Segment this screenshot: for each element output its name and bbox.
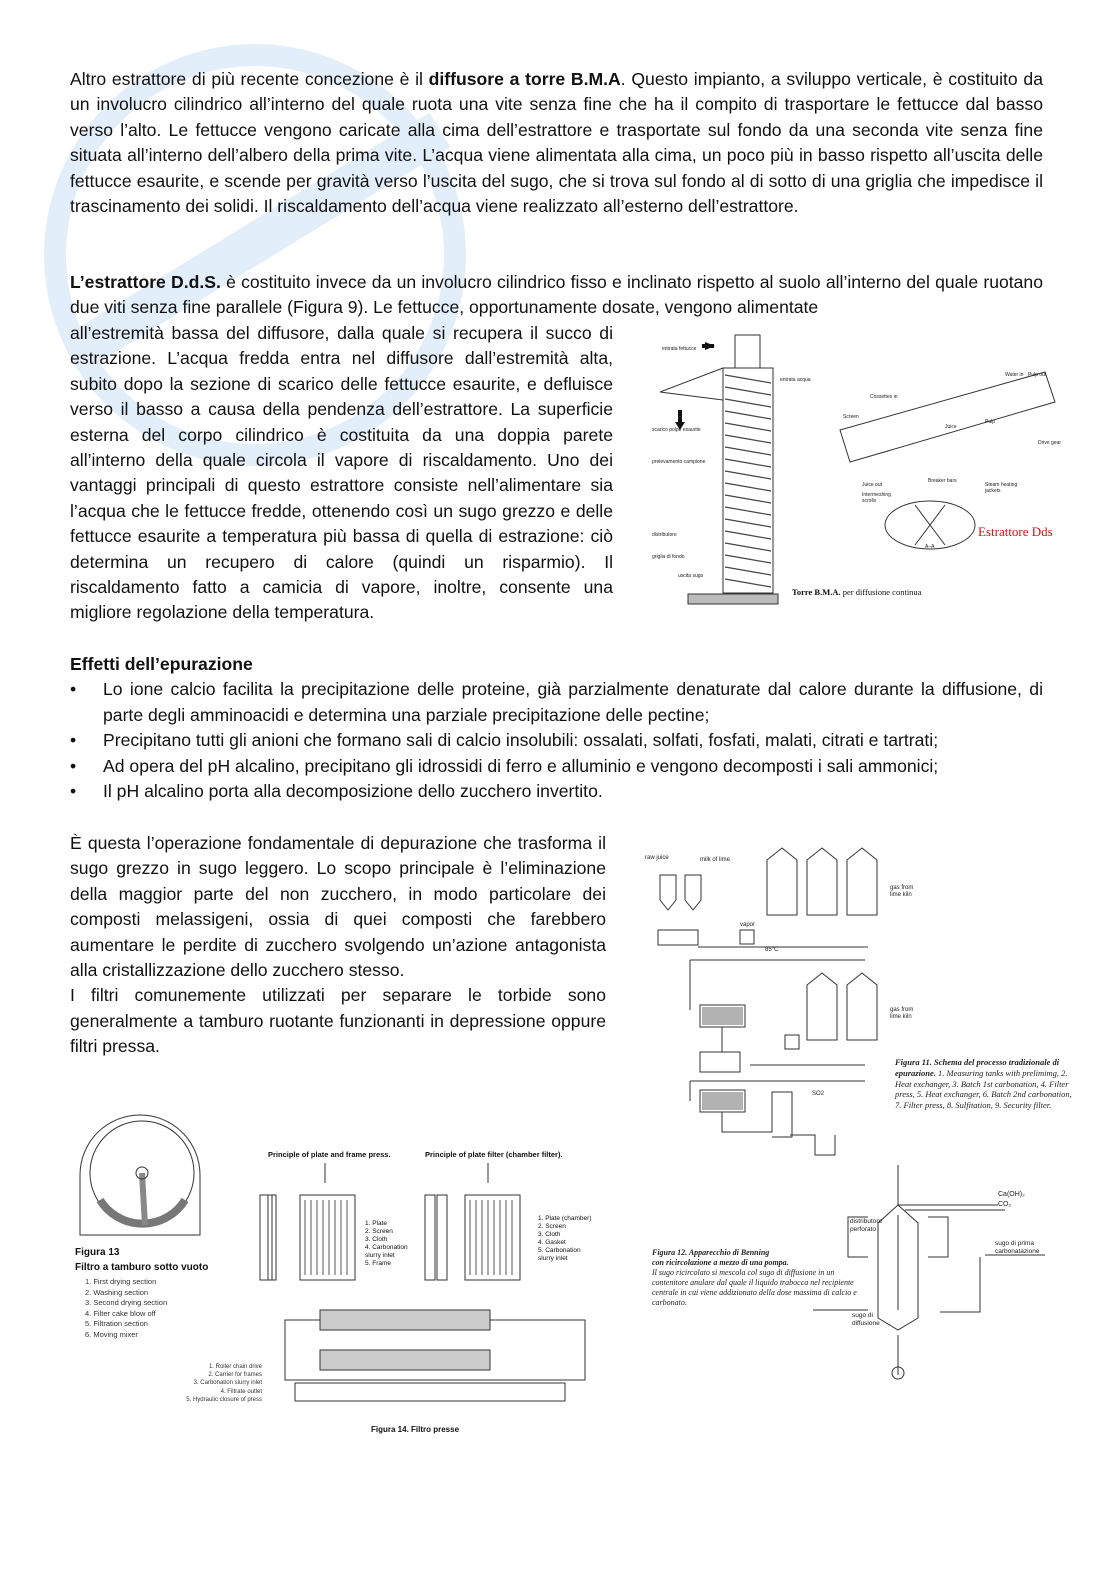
legend-plate-frame: 1. Plate 2. Screen 3. Cloth 4. Carbonation slurry inlet 5. Frame [365, 1220, 408, 1267]
label-prelevamento: prelevamento campione [652, 459, 706, 465]
label-drive-gear: Drive gear [1038, 440, 1062, 446]
figure-14-filter-press [165, 1145, 605, 1445]
label-gas-2: gas from lime kiln [890, 1007, 914, 1020]
label-distributore: distributore perforato [850, 1218, 883, 1233]
effects-list [70, 677, 1043, 804]
figure-13-title: Figura 13 [75, 1247, 120, 1258]
label-uscita-sugo: uscita sugo [678, 573, 704, 579]
list-item: • Ad opera del pH alcalino, precipitano gli idrossidi di ferro e alluminio e vengono decomposti i sali ammonici; [70, 754, 1043, 779]
label-screen: Screen [843, 414, 859, 420]
figure-12-caption: Figura 12. Apparecchio di Benning con ricircolazione a mezzo di una pompa. Il sugo ricircolato si mescola col sugo di diffusione in un contenitore anulare dal quale il liquido trabocca nel recipiente centrale in cui viene addizionato della dose massima di calcio e carbonato. [652, 1248, 857, 1307]
label-breaker-bars: Breaker bars [928, 478, 957, 484]
label-milk-of-lime: milk of lime [700, 857, 731, 863]
legend-chamber-filter: 1. Plate (chamber) 2. Screen 3. Cloth 4. Gasket 5. Carbonation slurry inlet [538, 1215, 592, 1262]
effects-heading: Effetti dell’epurazione [70, 654, 253, 674]
label-entrata-fettucce: entrata fettucce [662, 346, 697, 352]
figure-bma-dds [640, 330, 1080, 610]
label-juice: Juice [945, 424, 957, 430]
label-steam-jackets: Steam heating jackets [985, 482, 1018, 494]
paragraph-dds-column: all’estremità bassa del diffusore, dalla quale si recupera il succo di estrazione. L’acqua fredda entra nel diffusore dall’estremità alta, subito dopo la sezione di scarico delle fettucce esaurite, e defluisce verso il basso a causa della pendenza dell’estrattore. La superficie esterna del corpo cilindrico è costituita da una doppia parete all’interno della quale circola il vapore di riscaldamento. Uno dei vantaggi principali di questo estrattore consiste nell’alimentare sia l’acqua che le fettucce fredde, ottenendo così un sugo grezzo e delle fettucce esaurite a temperatura più bassa di quella di estrazione: ciò determina un recupero di calore (quindi un risparmio). Il riscaldamento fatto a camicia di vapore, inoltre, consente una migliore regolazione della temperatura. [70, 323, 613, 623]
process-schematic [640, 835, 1080, 1165]
label-water-in: Water in [1005, 372, 1024, 378]
list-item: • Precipitano tutti gli anioni che formano sali di calcio insolubili: ossalati, solfati, fosfati, malati, citrati e tartrati; [70, 728, 1043, 753]
effects-section [70, 652, 1043, 804]
list-item: • Lo ione calcio facilita la precipitazione delle proteine, già parzialmente denaturate dal calore durante la diffusione, di parte degli amminoacidi e determina una parziale precipitazione delle pectine; [70, 677, 1043, 728]
label-griglia: griglia di fondo [652, 554, 685, 560]
figure-11-caption: Figura 11. Schema del processo tradizionale di epurazione. 1. Measuring tanks with prelimimg, 2. Heat exchanger, 3. Batch 1st carbonation, 4. Filter press, 5. Heat exchanger, 6. Batch 2nd carbonation, 7. Filter press, 8. Sulfitation, 9. Security filter. [895, 1057, 1072, 1111]
label-co2: CO₂ [998, 1201, 1012, 1208]
label-sugo-diffusione: sugo di diffusione [852, 1312, 880, 1327]
figure-11-process-diagram [640, 835, 1080, 1165]
title-chamber-filter: Principle of plate filter (chamber filter). [425, 1150, 563, 1159]
legend-press: 1. Roller chain drive 2. Carrier for frames 3. Carbonation slurry inlet 4. Filtrate outlet 5. Hydraulic closure of press [186, 1364, 262, 1403]
label-85c: 85°C [765, 947, 779, 953]
figure-13-subtitle: Filtro a tamburo sotto vuoto [75, 1262, 209, 1273]
label-sugo-prima: sugo di prima carbonatazione [995, 1240, 1040, 1255]
paragraph-dds-top: L’estrattore D.d.S. è costituito invece da un involucro cilindrico fisso e inclinato rispetto al suolo all’interno del quale ruotano due viti senza fine parallele (Figura 9). Le fettucce, opportunamente dosate, vengono alimentate [70, 272, 1044, 318]
label-cossettes-in: Cossettes in [870, 394, 898, 400]
label-pulp-out: Pulp out [1028, 372, 1047, 378]
paragraph-depurazione: È questa l’operazione fondamentale di depurazione che trasforma il sugo grezzo in sugo leggero. Lo scopo principale è l’eliminazione della maggior parte del non zucchero, in modo particolare dei composti melassigeni, ossia di quei composti che farebbero aumentare le perdite di zucchero svolgendo un’azione antagonista alla cristallizzazione dello zucchero stesso. I filtri comunemente utilizzati per separare le torbide sono generalmente a tamburo ruotante funzionanti in depressione oppure filtri pressa. [70, 833, 606, 1057]
label-scrolls: Intermeshing scrolls [862, 492, 891, 504]
figure-13-legend: 1. First drying section 2. Washing section 3. Second drying section 4. Filter cake blow off 5. Filtration section 6. Moving mixer [85, 1277, 168, 1339]
figure-12-benning [640, 1160, 1080, 1380]
label-entrata-acqua: entrata acqua [780, 377, 811, 383]
label-distributore: distributore [652, 532, 677, 538]
label-scarico: scarico polpe esaurite [652, 427, 701, 433]
label-vapor: vapor [740, 922, 756, 928]
list-item: • Il pH alcalino porta alla decomposizione dello zucchero invertito. [70, 779, 1043, 804]
title-plate-frame: Principle of plate and frame press. [268, 1150, 391, 1159]
paragraph-bma: Altro estrattore di più recente concezione è il diffusore a torre B.M.A. Questo impianto, a sviluppo verticale, è costituito da un involucro cilindrico all’interno del quale ruota una vite senza fine che ha il compito di trasportare le fettucce dal basso verso l’alto. Le fettucce vengono caricate alla cima dell’estrattore e trasportate sul fondo da una seconda vite senza fine situata all’interno dell’albero della prima vite. L’acqua viene alimentata alla cima, un poco più in basso rispetto all’uscita delle fettucce esaurite, e scende per gravità verso l’uscita del sugo, che si trova sul fondo al di sotto di una griglia che impedisce il trascinamento dei solidi. Il riscaldamento dell’acqua viene realizzato all’esterno dell’estrattore. [70, 69, 1043, 217]
figure-14-caption: Figura 14. Filtro presse [371, 1425, 460, 1434]
label-caoh2: Ca(OH)₂ [998, 1191, 1025, 1198]
label-raw-juice: raw juice [645, 855, 669, 861]
label-section-aa: A–A [925, 544, 935, 550]
label-so2: SO2 [812, 1091, 825, 1097]
label-gas-1: gas from lime kiln [890, 885, 914, 898]
figure-bma-caption: Torre B.M.A. per diffusione continua [792, 587, 922, 597]
label-pulp: Pulp [985, 419, 996, 425]
label-estrattore-dds: Estrattore Dds [978, 524, 1053, 539]
label-juice-out: Juice out [862, 482, 883, 488]
